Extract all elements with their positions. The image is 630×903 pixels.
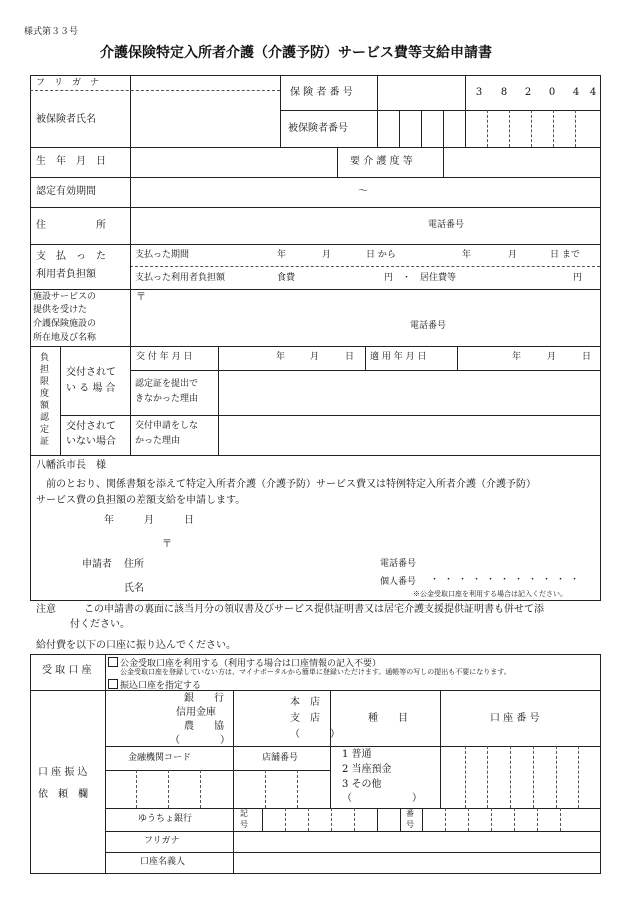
month-label: 月	[508, 250, 518, 260]
declaration-text-1: 前のとおり、関係書類を添えて特定入所者介護（介護予防）サービス費又は特例特定入所者介護（介護予防）	[36, 479, 536, 490]
no-apply-label-1: 交付申請をしな	[135, 421, 199, 431]
issue-date-label: 交 付 年 月 日	[136, 352, 193, 362]
option-designate-account[interactable]	[108, 679, 201, 691]
cert-period-label: 認定有効期間	[36, 186, 96, 197]
notice-text-2: 付ください。	[70, 619, 130, 630]
apply-date-label: 適 用 年 月 日	[370, 352, 427, 362]
insurer-digit: 3	[475, 87, 483, 98]
mayor-address: 八幡浜市長 様	[36, 460, 106, 471]
paid-burden-label-2: 利用者負担額	[36, 269, 96, 280]
month-label: 月	[310, 352, 320, 362]
insurer-number-label: 保 険 者 番 号	[290, 87, 353, 98]
not-issued-label-2: いない場合	[66, 436, 116, 447]
care-level-label: 要 介 護 度 等	[350, 156, 413, 167]
facility-label-1: 施設サービスの	[33, 292, 97, 302]
not-issued-label-1: 交付されて	[66, 421, 116, 432]
day-label: 日	[345, 352, 355, 362]
applicant-postal-mark: 〒	[162, 539, 172, 550]
transfer-request-label-2: 依 頼 欄	[38, 789, 88, 800]
insurer-digit: 4	[589, 87, 597, 98]
year-label: 年	[276, 352, 286, 362]
insured-name-label: 被保険者氏名	[36, 114, 96, 125]
bank-type-paren: （ ）	[170, 735, 230, 746]
bango-label-2: 号	[406, 820, 414, 829]
checkbox-public-account[interactable]	[108, 657, 118, 667]
residence-label: 円 ・ 居住費等	[384, 273, 457, 283]
holder-furigana-label: フリガナ	[144, 836, 180, 846]
insurer-digit: 4	[572, 87, 580, 98]
branch-type-branch: 支 店	[290, 713, 320, 724]
burden-cert-char: 認	[40, 413, 50, 423]
checkbox-designate-account[interactable]	[108, 679, 118, 689]
month-label: 月	[322, 250, 332, 260]
burden-cert-char: 定	[40, 425, 50, 435]
burden-cert-char: 限	[40, 377, 50, 387]
account-type-label: 種 目	[368, 713, 408, 724]
account-number-label: 口 座 番 号	[490, 713, 540, 724]
burden-cert-char: 度	[40, 389, 50, 399]
insurer-digit: 8	[500, 87, 508, 98]
day-label: 日	[582, 352, 592, 362]
facility-phone-label: 電話番号	[410, 321, 447, 331]
burden-cert-char: 担	[40, 365, 50, 375]
year-label: 年	[462, 250, 472, 260]
cannot-submit-label-1: 認定証を提出で	[135, 379, 199, 389]
burden-cert-char: 額	[40, 401, 50, 411]
from-label: 日 から	[366, 250, 396, 260]
public-account-note: 公金受取口座を登録していない方は、マイナポータルから簡単に登録いただけます。通帳等の写しの提出も不要になります。	[120, 668, 511, 676]
account-type-other-paren: （ ）	[342, 793, 422, 804]
transfer-instruction: 給付費を以下の口座に振り込んでください。	[36, 640, 236, 651]
paid-period-label: 支払った期間	[135, 250, 190, 260]
facility-label-4: 所在地及び名称	[33, 333, 97, 343]
applicant-address-label: 住所	[124, 559, 144, 570]
application-date: 年 月 日	[104, 515, 194, 526]
paid-burden-label: 支 払 っ た	[36, 251, 106, 262]
notice-text-1: この申請書の裏面に該当月分の領収書及びサービス提供証明書又は居宅介護支援提供証明書も併せて添	[84, 604, 544, 615]
transfer-request-label-1: 口 座 振 込	[38, 767, 88, 778]
issued-label-2: い る 場 合	[66, 383, 116, 394]
year-label: 年	[512, 352, 522, 362]
cannot-submit-label-2: きなかった理由	[135, 394, 199, 404]
insured-name-field[interactable]	[131, 91, 279, 146]
until-label: 日 まで	[550, 250, 580, 260]
bank-type-credit: 信用金庫	[176, 707, 216, 718]
applicant-label: 申請者	[82, 559, 112, 570]
burden-cert-char: 証	[40, 437, 50, 447]
account-holder-label: 口座名義人	[140, 857, 186, 867]
facility-label-3: 介護保険施設の	[33, 319, 97, 329]
institution-code-label: 金融機関コード	[128, 753, 192, 763]
birthdate-field[interactable]	[131, 148, 336, 176]
month-label: 月	[547, 352, 557, 362]
receive-account-label: 受 取 口 座	[42, 665, 92, 676]
personal-number-note: ※公金受取口座を利用する場合は記入ください。	[413, 590, 567, 598]
paid-amount-label: 支払った利用者負担額	[135, 273, 226, 283]
kigo-label-2: 号	[240, 820, 248, 829]
bank-type-bank: 銀 行	[184, 693, 224, 704]
account-holder-field[interactable]	[234, 853, 599, 872]
no-apply-label-2: かった理由	[135, 436, 181, 446]
personal-number-field[interactable]: ・・・・・・・・・・・	[430, 575, 585, 585]
personal-number-label: 個人番号	[380, 577, 417, 587]
declaration-text-2: サービス費の負担額の差額支給を申請します。	[36, 495, 246, 506]
care-level-field[interactable]	[444, 148, 599, 176]
form-number: 様式第３３号	[24, 27, 79, 37]
notice-label: 注意	[36, 604, 56, 615]
yucho-label: ゆうちょ銀行	[138, 814, 193, 824]
account-type-ordinary[interactable]: 1 普通	[342, 749, 372, 760]
page-title: 介護保険特定入所者介護（介護予防）サービス費等支給申請書	[100, 45, 492, 61]
cert-period-tilde: ～	[358, 186, 368, 197]
facility-postal-mark: 〒	[136, 292, 146, 303]
account-type-current[interactable]: 2 当座預金	[342, 764, 392, 775]
food-label: 食費	[277, 273, 296, 283]
insured-number-label: 被保険者番号	[288, 123, 348, 134]
insurer-digit: 0	[548, 87, 556, 98]
account-type-other[interactable]: 3 その他	[342, 779, 382, 790]
address-label: 住 所	[36, 220, 106, 231]
burden-cert-char: 負	[40, 353, 50, 363]
bank-type-agri: 農 協	[184, 721, 224, 732]
applicant-phone-label: 電話番号	[380, 559, 417, 569]
issued-label-1: 交付されて	[66, 367, 116, 378]
year-label: 年	[277, 250, 287, 260]
branch-type-head: 本 店	[290, 697, 320, 708]
facility-label-2: 提供を受けた	[33, 305, 88, 315]
insurer-digit: 2	[524, 87, 532, 98]
bango-label: 番	[406, 809, 414, 818]
applicant-name-label: 氏名	[124, 583, 144, 594]
yen-label: 円	[573, 273, 583, 283]
branch-type-paren: （ ）	[290, 729, 340, 740]
kigo-label: 記	[240, 809, 248, 818]
address-phone-label: 電話番号	[428, 220, 465, 230]
option-public-account-text: 公金受取口座を利用する（利用する場合は口座情報の記入不要）	[120, 659, 382, 669]
furigana-label: フ リ ガ ナ	[36, 78, 100, 88]
option-designate-account-text: 振込口座を指定する	[120, 681, 202, 691]
birthdate-label: 生 年 月 日	[36, 156, 106, 167]
branch-number-label: 店舗番号	[262, 753, 299, 763]
